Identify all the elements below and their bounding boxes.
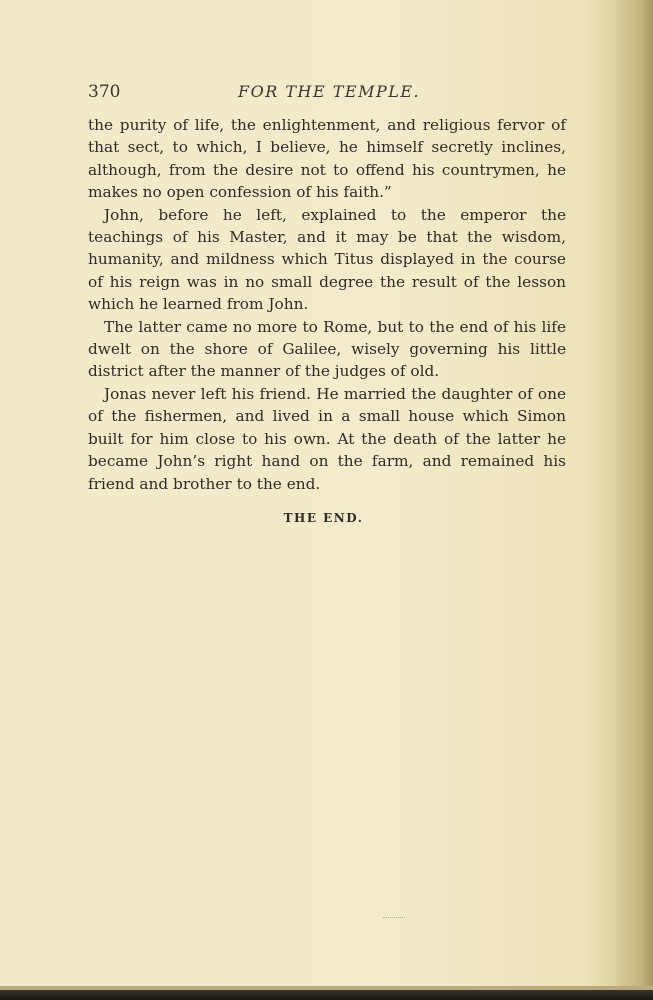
page-header: [88, 82, 568, 106]
the-end-text: THE END.: [283, 511, 364, 525]
running-head: FOR THE TEMPLE.: [238, 82, 421, 101]
page-edge-shadow: [613, 0, 653, 1000]
paragraph: the purity of life, the enlightenment, and religious fervor of that sect, to which, I believe, he himself secretly inclines, although, from the desire not to offend his countrymen, he makes no open confession of his faith.”: [88, 116, 566, 202]
body-text: [88, 114, 566, 495]
page-number: 370: [88, 82, 121, 102]
the-end-heading: [0, 511, 653, 525]
print-speck: [383, 917, 405, 920]
paragraph: John, before he left, explained to the emperor the teachings of his Master, and it may be that the wisdom, humanity, and mildness which Titus displayed in the course of his reign was in no small degree the result of the lesson which he learned from John.: [88, 205, 566, 314]
paragraph: The latter came no more to Rome, but to the end of his life dwelt on the shore of Galilee, wisely governing his little district after the manner of the judges of old.: [88, 317, 566, 381]
paragraph: Jonas never left his friend. He married the daughter of one of the fishermen, and lived in a small house which Simon built for him close to his own. At the death of the latter he became John’s right hand on the farm, and remained his friend and brother to the end.: [88, 384, 566, 493]
scan-bottom-border: [0, 990, 653, 1000]
